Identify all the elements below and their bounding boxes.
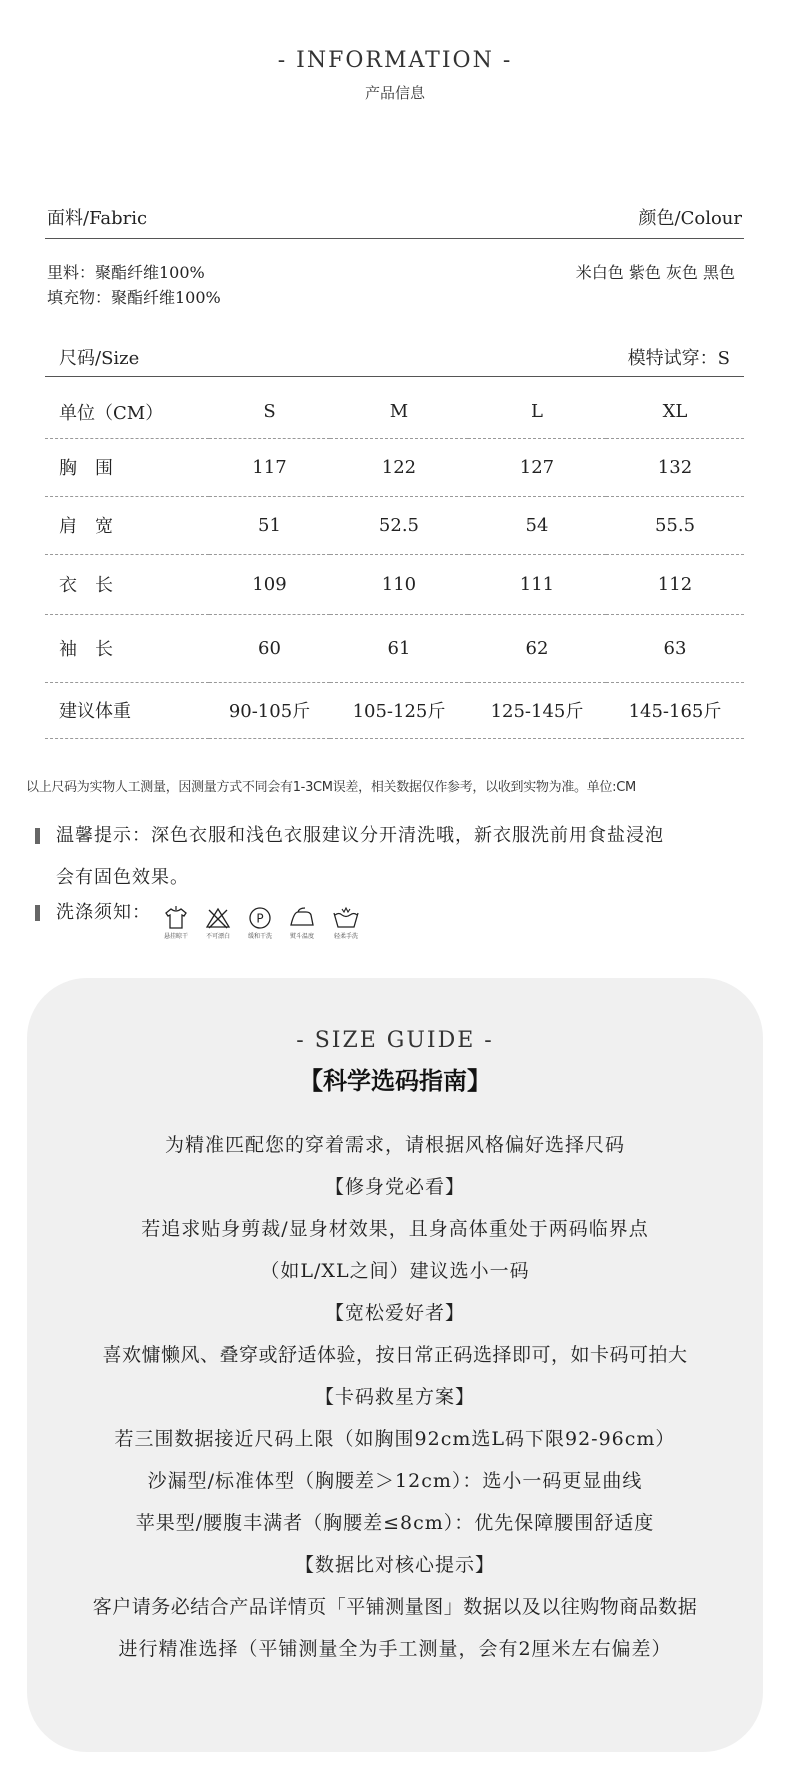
measurement-note: 以上尺码为实物人工测量，因测量方式不同会有1-3CM误差，相关数据仅作参考，以收到实物为准。单位:CM xyxy=(26,780,636,795)
hand-wash-icon xyxy=(330,906,362,940)
no-bleach-icon xyxy=(202,906,234,940)
table-row xyxy=(45,496,744,554)
guide-line: 沙漏型/标准体型（胸腰差＞12cm）：选小一码更显曲线 xyxy=(147,1470,643,1492)
fabric-divider xyxy=(45,238,744,239)
fabric-row-1 xyxy=(47,260,742,282)
lining-text: 里料：聚酯纤维100% xyxy=(47,263,205,282)
table-row xyxy=(45,682,744,738)
table-cell: 110 xyxy=(381,573,417,595)
guide-heading: 【数据比对核心提示】 xyxy=(294,1554,495,1576)
guide-line: 苹果型/腰腹丰满者（胸腰差≤8cm）：优先保障腰围舒适度 xyxy=(135,1512,655,1534)
col-s: S xyxy=(263,401,276,423)
guide-line: 为精准匹配您的穿着需求，请根据风格偏好选择尺码 xyxy=(164,1134,625,1156)
size-label: 尺码/Size xyxy=(59,348,140,369)
fabric-label: 面料/Fabric xyxy=(47,208,148,229)
guide-line: 客户请务必结合产品详情页「平铺测量图」数据以及以往购物商品数据 xyxy=(92,1596,698,1618)
tip-line-2: 会有固色效果。 xyxy=(56,867,189,888)
guide-line: 若三围数据接近尺码上限（如胸围92cm选L码下限92-96cm） xyxy=(114,1428,676,1450)
guide-heading: 【修身党必看】 xyxy=(324,1176,465,1198)
table-cell: 111 xyxy=(519,573,555,595)
info-title-en: - INFORMATION - xyxy=(277,48,513,73)
guide-line: 若追求贴身剪裁/显身材效果，且身高体重处于两码临界点 xyxy=(141,1218,649,1240)
care-caption: 轻柔手洗 xyxy=(333,933,358,940)
wash-bar xyxy=(35,905,40,921)
care-caption: 缓和干洗 xyxy=(247,933,272,940)
guide-title-cn: 【科学选码指南】 xyxy=(299,1066,491,1095)
info-title-cn: 产品信息 xyxy=(364,84,425,102)
colours-text: 米白色 紫色 灰色 黑色 xyxy=(575,263,735,282)
table-cell: 125-145斤 xyxy=(490,701,584,722)
table-cell: 117 xyxy=(252,456,287,478)
table-cell: 63 xyxy=(663,637,687,659)
table-row xyxy=(45,438,744,496)
unit-header: 单位（CM） xyxy=(59,402,164,424)
dry-clean-p-icon xyxy=(244,906,276,940)
tip-bar xyxy=(35,828,40,844)
care-caption: 悬挂晾干 xyxy=(163,933,188,940)
table-cell: 60 xyxy=(258,637,281,659)
row-label: 胸 围 xyxy=(59,458,113,479)
hang-dry-icon xyxy=(160,906,192,940)
table-cell: 127 xyxy=(519,456,555,478)
table-cell: 52.5 xyxy=(378,514,419,536)
guide-title-en: - SIZE GUIDE - xyxy=(296,1028,494,1053)
table-cell: 145-165斤 xyxy=(628,701,722,722)
care-caption: 熨斗温度 xyxy=(289,933,314,940)
row-label: 袖 长 xyxy=(59,639,113,660)
guide-heading: 【卡码救星方案】 xyxy=(314,1386,475,1408)
guide-line: 喜欢慵懒风、叠穿或舒适体验，按日常正码选择即可，如卡码可拍大 xyxy=(102,1344,688,1366)
wash-label: 洗涤须知： xyxy=(56,902,151,923)
table-cell: 54 xyxy=(525,514,549,536)
size-header xyxy=(47,344,742,368)
row-label: 建议体重 xyxy=(59,701,131,722)
fabric-row-2 xyxy=(47,285,742,307)
col-xl: XL xyxy=(662,401,688,423)
col-l: L xyxy=(530,401,543,423)
table-cell: 51 xyxy=(258,514,281,536)
table-cell: 122 xyxy=(381,456,417,478)
size-table xyxy=(45,386,744,739)
table-cell: 109 xyxy=(252,573,287,595)
care-caption: 不可漂白 xyxy=(205,933,230,940)
size-table-header xyxy=(45,386,744,438)
table-cell: 55.5 xyxy=(654,514,696,536)
filling-text: 填充物：聚酯纤维100% xyxy=(47,288,221,307)
col-m: M xyxy=(389,401,409,423)
table-cell: 112 xyxy=(657,573,693,595)
table-cell: 90-105斤 xyxy=(228,701,311,722)
colour-label: 颜色/Colour xyxy=(638,208,742,229)
iron-icon xyxy=(286,906,318,940)
table-cell: 62 xyxy=(525,637,549,659)
guide-line: 进行精准选择（平铺测量全为手工测量，会有2厘米左右偏差） xyxy=(118,1638,672,1660)
svg-text:P: P xyxy=(256,911,264,926)
size-divider xyxy=(45,376,744,377)
table-cell: 132 xyxy=(657,456,693,478)
row-label: 衣 长 xyxy=(59,575,113,596)
guide-heading: 【宽松爱好者】 xyxy=(324,1302,465,1324)
fabric-header xyxy=(47,204,742,228)
model-size: 模特试穿：S xyxy=(627,348,730,369)
table-row xyxy=(45,614,744,682)
guide-line: （如L/XL之间）建议选小一码 xyxy=(260,1260,530,1282)
tip-line-1: 温馨提示：深色衣服和浅色衣服建议分开清洗哦，新衣服洗前用食盐浸泡 xyxy=(56,825,664,846)
table-cell: 105-125斤 xyxy=(352,701,446,722)
table-cell: 61 xyxy=(387,637,411,659)
table-row xyxy=(45,554,744,614)
row-label: 肩 宽 xyxy=(59,516,113,537)
